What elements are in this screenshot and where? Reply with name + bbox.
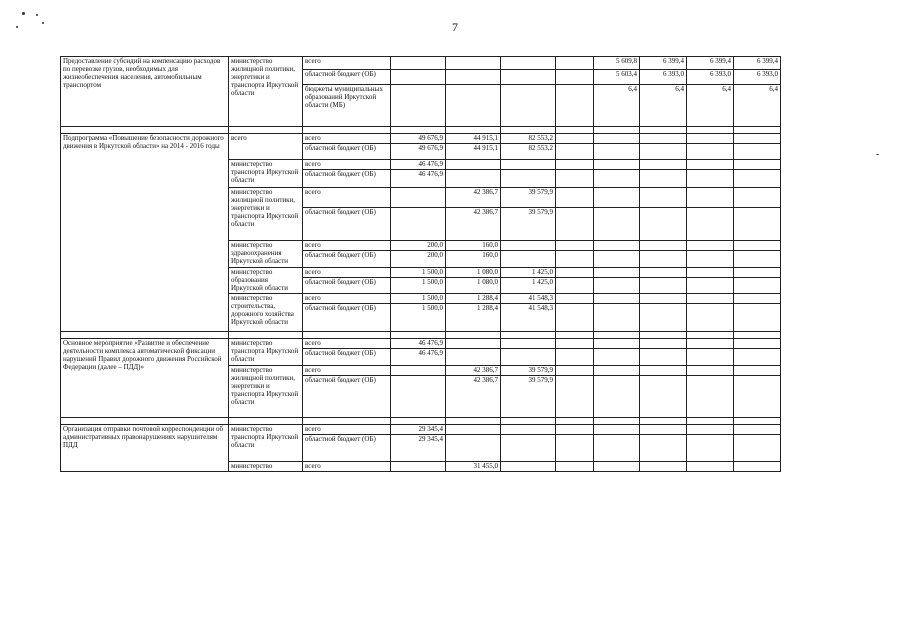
executor-cell: всего (229, 134, 303, 160)
source-cell: областной бюджет (ОБ) (303, 170, 391, 188)
value-cell (556, 294, 594, 304)
value-cell (594, 241, 640, 251)
value-cell (687, 339, 734, 349)
executor-cell: министерство транспорта Иркутской области (229, 160, 303, 188)
value-cell (734, 251, 781, 268)
value-cell (640, 376, 687, 418)
value-cell (594, 435, 640, 462)
value-cell: 49 676,9 (391, 144, 446, 160)
source-cell: областной бюджет (ОБ) (303, 70, 391, 85)
table-row (61, 57, 781, 70)
value-cell: 46 476,9 (391, 170, 446, 188)
value-cell (640, 134, 687, 144)
value-cell: 6,4 (734, 85, 781, 127)
value-cell: 1 288,4 (446, 294, 501, 304)
source-cell: всего (303, 160, 391, 170)
value-cell (501, 251, 556, 268)
value-cell: 42 386,7 (446, 376, 501, 418)
value-cell (687, 349, 734, 366)
value-cell: 41 548,3 (501, 294, 556, 304)
spacer-row (61, 332, 781, 339)
source-cell: всего (303, 294, 391, 304)
value-cell: 1 500,0 (391, 304, 446, 332)
value-cell (734, 376, 781, 418)
value-cell: 6 399,4 (640, 57, 687, 70)
source-cell: областной бюджет (ОБ) (303, 376, 391, 418)
value-cell (594, 339, 640, 349)
value-cell: 1 425,0 (501, 278, 556, 294)
source-cell: областной бюджет (ОБ) (303, 278, 391, 294)
value-cell (446, 435, 501, 462)
value-cell (556, 144, 594, 160)
value-cell: 1 288,4 (446, 304, 501, 332)
value-cell (556, 339, 594, 349)
value-cell (446, 57, 501, 70)
value-cell (446, 425, 501, 435)
value-cell: 46 476,9 (391, 349, 446, 366)
value-cell (640, 268, 687, 278)
value-cell: 31 455,0 (446, 462, 501, 472)
value-cell: 6 399,4 (687, 57, 734, 70)
source-cell: всего (303, 366, 391, 376)
value-cell (734, 435, 781, 462)
value-cell: 6 393,0 (687, 70, 734, 85)
value-cell (687, 435, 734, 462)
value-cell: 42 386,7 (446, 188, 501, 208)
value-cell: 6 399,4 (734, 57, 781, 70)
source-cell: всего (303, 241, 391, 251)
value-cell (594, 160, 640, 170)
value-cell (734, 208, 781, 241)
event-cell: Организация отправки почтовой корреспонденции об административных правонарушениях нарушителям ПДД (61, 425, 229, 472)
value-cell (687, 376, 734, 418)
value-cell (734, 268, 781, 278)
value-cell: 1 500,0 (391, 278, 446, 294)
value-cell (556, 435, 594, 462)
scan-speck (22, 12, 25, 15)
source-cell: областной бюджет (ОБ) (303, 304, 391, 332)
value-cell (640, 425, 687, 435)
value-cell (556, 241, 594, 251)
event-cell: Подпрограмма «Повышение безопасности дорожного движения в Иркутской области» на 2014 - 2016 годы (61, 134, 229, 332)
value-cell (446, 70, 501, 85)
value-cell (594, 366, 640, 376)
value-cell (594, 251, 640, 268)
value-cell: 6 393,0 (640, 70, 687, 85)
table-row (61, 425, 781, 435)
value-cell (594, 462, 640, 472)
table-row (61, 339, 781, 349)
value-cell: 6,4 (594, 85, 640, 127)
source-cell: всего (303, 134, 391, 144)
value-cell (687, 462, 734, 472)
value-cell: 39 579,9 (501, 208, 556, 241)
value-cell (640, 349, 687, 366)
value-cell: 42 386,7 (446, 366, 501, 376)
value-cell (687, 144, 734, 160)
value-cell (687, 268, 734, 278)
value-cell (446, 349, 501, 366)
value-cell (640, 462, 687, 472)
spacer-row (61, 127, 781, 134)
value-cell (734, 160, 781, 170)
value-cell (687, 425, 734, 435)
value-cell: 1 500,0 (391, 294, 446, 304)
value-cell (446, 160, 501, 170)
value-cell (594, 208, 640, 241)
value-cell: 200,0 (391, 251, 446, 268)
executor-cell: министерство транспорта Иркутской области (229, 425, 303, 462)
value-cell (594, 294, 640, 304)
scan-speck (16, 26, 18, 28)
value-cell (640, 278, 687, 294)
value-cell (556, 349, 594, 366)
executor-cell: министерство строительства, дорожного хозяйства Иркутской области (229, 294, 303, 332)
value-cell (687, 170, 734, 188)
value-cell (734, 349, 781, 366)
value-cell: 29 345,4 (391, 435, 446, 462)
value-cell (640, 208, 687, 241)
value-cell (556, 188, 594, 208)
executor-cell: министерство жилищной политики, энергетики и транспорта Иркутской области (229, 366, 303, 418)
value-cell: 1 080,0 (446, 278, 501, 294)
value-cell (556, 251, 594, 268)
value-cell (501, 160, 556, 170)
value-cell (501, 70, 556, 85)
value-cell (640, 294, 687, 304)
value-cell (734, 339, 781, 349)
value-cell (594, 144, 640, 160)
source-cell: всего (303, 268, 391, 278)
value-cell (687, 188, 734, 208)
value-cell: 39 579,9 (501, 188, 556, 208)
value-cell: 29 345,4 (391, 425, 446, 435)
value-cell (640, 435, 687, 462)
executor-cell: министерство транспорта Иркутской области (229, 339, 303, 366)
value-cell (556, 170, 594, 188)
value-cell (640, 160, 687, 170)
value-cell (594, 349, 640, 366)
value-cell (734, 278, 781, 294)
source-cell: бюджеты муниципальных образований Иркутской области (МБ) (303, 85, 391, 127)
value-cell (556, 366, 594, 376)
value-cell: 41 548,3 (501, 304, 556, 332)
value-cell (594, 304, 640, 332)
value-cell (734, 304, 781, 332)
value-cell: 1 080,0 (446, 268, 501, 278)
value-cell (687, 294, 734, 304)
value-cell (391, 366, 446, 376)
value-cell (734, 425, 781, 435)
budget-table (60, 56, 781, 472)
value-cell (594, 188, 640, 208)
value-cell (734, 294, 781, 304)
value-cell (501, 85, 556, 127)
executor-cell: министерство (229, 462, 303, 472)
source-cell: областной бюджет (ОБ) (303, 435, 391, 462)
source-cell: областной бюджет (ОБ) (303, 144, 391, 160)
value-cell (594, 278, 640, 294)
value-cell (594, 134, 640, 144)
value-cell: 44 915,1 (446, 134, 501, 144)
value-cell (501, 425, 556, 435)
value-cell (556, 208, 594, 241)
value-cell: 6,4 (687, 85, 734, 127)
source-cell: областной бюджет (ОБ) (303, 349, 391, 366)
value-cell: 160,0 (446, 251, 501, 268)
value-cell (594, 376, 640, 418)
value-cell (556, 462, 594, 472)
value-cell: 42 386,7 (446, 208, 501, 241)
value-cell (734, 134, 781, 144)
value-cell (556, 268, 594, 278)
value-cell (734, 170, 781, 188)
value-cell (640, 170, 687, 188)
value-cell: 200,0 (391, 241, 446, 251)
value-cell (446, 85, 501, 127)
value-cell: 46 476,9 (391, 339, 446, 349)
value-cell: 160,0 (446, 241, 501, 251)
spacer-row (61, 418, 781, 425)
source-cell: всего (303, 462, 391, 472)
value-cell (734, 462, 781, 472)
value-cell (640, 304, 687, 332)
value-cell: 1 425,0 (501, 268, 556, 278)
value-cell (687, 366, 734, 376)
value-cell (556, 278, 594, 294)
source-cell: областной бюджет (ОБ) (303, 208, 391, 241)
value-cell (501, 435, 556, 462)
event-cell: Предоставление субсидий на компенсацию расходов по перевозке грузов, необходимых для жизнеобеспечения населения, автомобильным транспортом (61, 57, 229, 127)
value-cell (687, 278, 734, 294)
executor-cell: министерство жилищной политики, энергетики и транспорта Иркутской области (229, 57, 303, 127)
value-cell (446, 339, 501, 349)
value-cell: 44 915,1 (446, 144, 501, 160)
value-cell: 5 609,8 (594, 57, 640, 70)
value-cell (501, 339, 556, 349)
value-cell (734, 188, 781, 208)
value-cell (501, 57, 556, 70)
executor-cell: министерство здравоохранения Иркутской области (229, 241, 303, 268)
executor-cell: министерство образования Иркутской области (229, 268, 303, 294)
value-cell (391, 188, 446, 208)
scan-speck (876, 154, 879, 155)
value-cell (556, 57, 594, 70)
value-cell (594, 425, 640, 435)
value-cell (687, 134, 734, 144)
value-cell (640, 144, 687, 160)
value-cell (594, 268, 640, 278)
value-cell (391, 70, 446, 85)
value-cell (556, 85, 594, 127)
source-cell: всего (303, 188, 391, 208)
value-cell (556, 160, 594, 170)
scan-speck (42, 22, 44, 24)
value-cell (640, 366, 687, 376)
value-cell (687, 304, 734, 332)
value-cell: 39 579,9 (501, 376, 556, 418)
value-cell (594, 170, 640, 188)
value-cell (640, 251, 687, 268)
value-cell (391, 462, 446, 472)
value-cell (501, 241, 556, 251)
value-cell (687, 251, 734, 268)
event-cell: Основное мероприятие «Развитие и обеспечение деятельности комплекса автоматической фиксации нарушений Правил дорожного движения Российской Федерации (далее – ПДД)» (61, 339, 229, 418)
source-cell: областной бюджет (ОБ) (303, 251, 391, 268)
value-cell (556, 425, 594, 435)
value-cell (391, 376, 446, 418)
value-cell: 46 476,9 (391, 160, 446, 170)
value-cell (391, 57, 446, 70)
value-cell (640, 339, 687, 349)
value-cell (556, 376, 594, 418)
value-cell (501, 349, 556, 366)
scan-speck (36, 14, 38, 16)
source-cell: всего (303, 339, 391, 349)
value-cell (734, 144, 781, 160)
value-cell: 82 553,2 (501, 134, 556, 144)
value-cell (391, 208, 446, 241)
value-cell (687, 160, 734, 170)
value-cell: 6,4 (640, 85, 687, 127)
value-cell (687, 241, 734, 251)
executor-cell: министерство жилищной политики, энергетики и транспорта Иркутской области (229, 188, 303, 241)
value-cell (501, 170, 556, 188)
value-cell (556, 70, 594, 85)
value-cell: 6 393,0 (734, 70, 781, 85)
value-cell: 39 579,9 (501, 366, 556, 376)
value-cell (556, 304, 594, 332)
source-cell: всего (303, 57, 391, 70)
value-cell (446, 170, 501, 188)
value-cell: 82 553,2 (501, 144, 556, 160)
value-cell (501, 462, 556, 472)
value-cell (734, 366, 781, 376)
value-cell (734, 241, 781, 251)
table-row (61, 134, 781, 144)
page-number: 7 (452, 20, 458, 34)
value-cell (640, 241, 687, 251)
value-cell: 5 603,4 (594, 70, 640, 85)
value-cell (391, 85, 446, 127)
value-cell (687, 208, 734, 241)
value-cell: 49 676,9 (391, 134, 446, 144)
value-cell (556, 134, 594, 144)
source-cell: всего (303, 425, 391, 435)
value-cell: 1 500,0 (391, 268, 446, 278)
value-cell (640, 188, 687, 208)
